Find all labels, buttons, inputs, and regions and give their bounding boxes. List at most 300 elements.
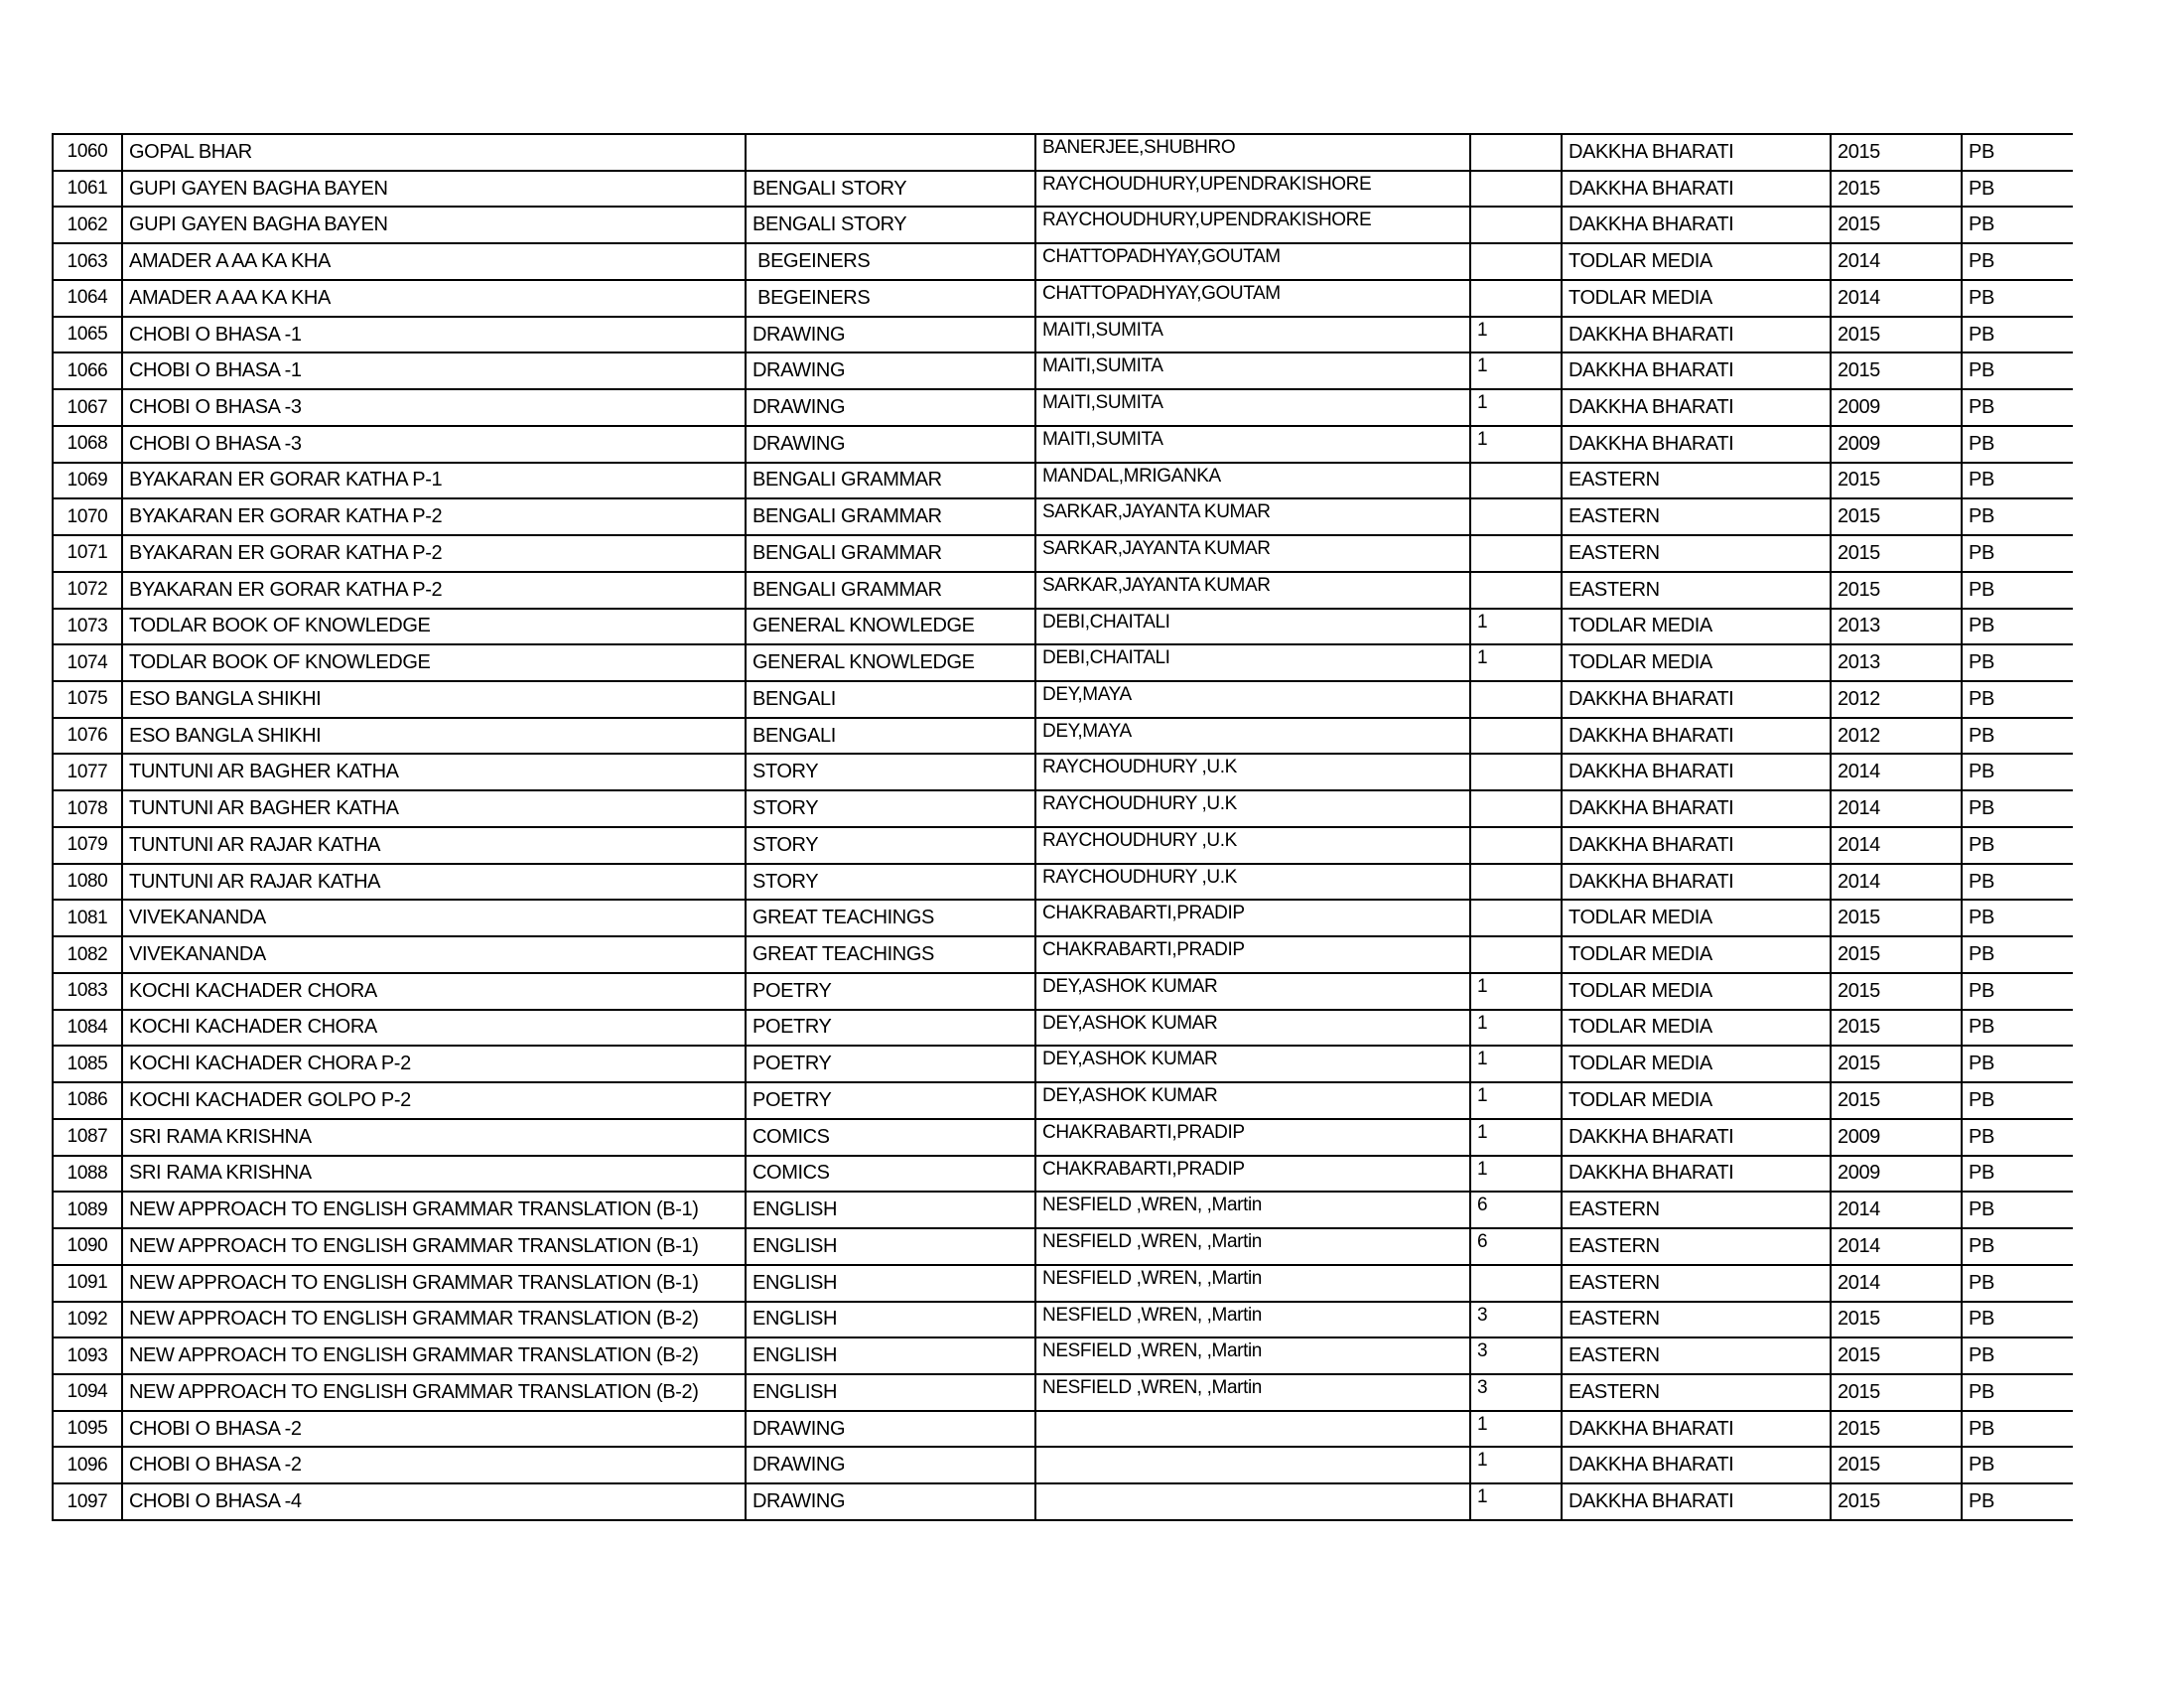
cell-year: 2015 xyxy=(1832,318,1963,352)
cell-id: 1068 xyxy=(54,427,123,462)
cell-year: 2015 xyxy=(1832,1484,1963,1519)
cell-category: GENERAL KNOWLEDGE xyxy=(747,610,1036,644)
cell-title: NEW APPROACH TO ENGLISH GRAMMAR TRANSLATION (B-2) xyxy=(123,1303,747,1337)
cell-category: BEGEINERS xyxy=(747,281,1036,316)
cell-id: 1063 xyxy=(54,244,123,279)
cell-publisher: DAKKHA BHARATI xyxy=(1563,1120,1832,1155)
cell-category: GENERAL KNOWLEDGE xyxy=(747,645,1036,680)
cell-year: 2015 xyxy=(1832,1303,1963,1337)
cell-publisher: DAKKHA BHARATI xyxy=(1563,135,1832,170)
cell-id: 1073 xyxy=(54,610,123,644)
cell-binding: PB xyxy=(1969,979,1994,1002)
cell-id: 1075 xyxy=(54,682,123,717)
table-row xyxy=(54,318,2073,354)
cell-author: MAITI,SUMITA xyxy=(1036,318,1471,352)
cell-year: 2015 xyxy=(1832,901,1963,935)
cell-author: DEY,ASHOK KUMAR xyxy=(1036,974,1471,1009)
cell-binding: PB xyxy=(1969,943,1994,966)
cell-year: 2015 xyxy=(1832,1047,1963,1081)
cell-category: DRAWING xyxy=(747,318,1036,352)
cell-author: DEY,MAYA xyxy=(1036,719,1471,754)
cell-publisher: DAKKHA BHARATI xyxy=(1563,865,1832,900)
table-row xyxy=(54,901,2073,937)
cell-category: BENGALI GRAMMAR xyxy=(747,499,1036,534)
cell-id: 1097 xyxy=(54,1484,123,1519)
cell-author: DEY,ASHOK KUMAR xyxy=(1036,1083,1471,1118)
cell-title: NEW APPROACH TO ENGLISH GRAMMAR TRANSLATION (B-1) xyxy=(123,1266,747,1301)
cell-category: DRAWING xyxy=(747,1412,1036,1447)
cell-qty: 1 xyxy=(1471,1484,1563,1519)
cell-binding: PB xyxy=(1969,651,1994,674)
table-row xyxy=(54,682,2073,719)
cell-title: TUNTUNI AR BAGHER KATHA xyxy=(123,755,747,789)
table-row xyxy=(54,1229,2073,1266)
cell-year: 2012 xyxy=(1832,719,1963,754)
cell-publisher: EASTERN xyxy=(1563,1193,1832,1227)
cell-binding: PB xyxy=(1969,396,1994,418)
cell-qty xyxy=(1471,536,1563,571)
table-row xyxy=(54,573,2073,610)
table-row xyxy=(54,1375,2073,1412)
cell-qty xyxy=(1471,1266,1563,1301)
cell-year: 2013 xyxy=(1832,610,1963,644)
cell-binding: PB xyxy=(1969,140,1994,163)
cell-year: 2014 xyxy=(1832,791,1963,826)
cell-publisher: DAKKHA BHARATI xyxy=(1563,390,1832,425)
cell-id: 1093 xyxy=(54,1338,123,1373)
cell-binding: PB xyxy=(1969,1234,1994,1257)
cell-qty: 1 xyxy=(1471,1448,1563,1482)
cell-binding: PB xyxy=(1969,250,1994,273)
cell-title: CHOBI O BHASA -1 xyxy=(123,318,747,352)
cell-author: NESFIELD ,WREN, ,Martin xyxy=(1036,1375,1471,1410)
cell-author: BANERJEE,SHUBHRO xyxy=(1036,135,1471,170)
cell-category: DRAWING xyxy=(747,427,1036,462)
cell-qty: 1 xyxy=(1471,1047,1563,1081)
cell-binding: PB xyxy=(1969,469,1994,492)
cell-id: 1077 xyxy=(54,755,123,789)
cell-publisher: TODLAR MEDIA xyxy=(1563,901,1832,935)
cell-title: CHOBI O BHASA -1 xyxy=(123,353,747,388)
cell-binding: PB xyxy=(1969,177,1994,200)
cell-binding: PB xyxy=(1969,505,1994,528)
cell-qty: 1 xyxy=(1471,974,1563,1009)
cell-category xyxy=(747,135,1036,170)
cell-id: 1088 xyxy=(54,1157,123,1192)
cell-publisher: DAKKHA BHARATI xyxy=(1563,719,1832,754)
cell-author: SARKAR,JAYANTA KUMAR xyxy=(1036,573,1471,608)
cell-category: BEGEINERS xyxy=(747,244,1036,279)
cell-publisher: EASTERN xyxy=(1563,1229,1832,1264)
cell-title: TODLAR BOOK OF KNOWLEDGE xyxy=(123,610,747,644)
cell-qty: 1 xyxy=(1471,353,1563,388)
cell-id: 1090 xyxy=(54,1229,123,1264)
cell-title: TUNTUNI AR RAJAR KATHA xyxy=(123,828,747,863)
cell-category: BENGALI STORY xyxy=(747,208,1036,242)
cell-binding: PB xyxy=(1969,1125,1994,1148)
cell-binding: PB xyxy=(1969,213,1994,236)
cell-year: 2014 xyxy=(1832,1266,1963,1301)
cell-binding: PB xyxy=(1969,1490,1994,1513)
cell-publisher: DAKKHA BHARATI xyxy=(1563,1157,1832,1192)
cell-binding: PB xyxy=(1969,615,1994,637)
cell-publisher: EASTERN xyxy=(1563,464,1832,498)
cell-qty: 1 xyxy=(1471,390,1563,425)
cell-category: STORY xyxy=(747,755,1036,789)
table-row xyxy=(54,208,2073,244)
cell-category: ENGLISH xyxy=(747,1193,1036,1227)
cell-binding: PB xyxy=(1969,1271,1994,1294)
cell-publisher: DAKKHA BHARATI xyxy=(1563,828,1832,863)
cell-binding: PB xyxy=(1969,1417,1994,1440)
cell-qty: 6 xyxy=(1471,1229,1563,1264)
cell-publisher: DAKKHA BHARATI xyxy=(1563,791,1832,826)
cell-publisher: DAKKHA BHARATI xyxy=(1563,208,1832,242)
cell-id: 1091 xyxy=(54,1266,123,1301)
cell-author xyxy=(1036,1448,1471,1482)
cell-publisher: DAKKHA BHARATI xyxy=(1563,353,1832,388)
cell-title: KOCHI KACHADER GOLPO P-2 xyxy=(123,1083,747,1118)
cell-year: 2015 xyxy=(1832,974,1963,1009)
cell-title: TODLAR BOOK OF KNOWLEDGE xyxy=(123,645,747,680)
cell-author xyxy=(1036,1412,1471,1447)
cell-category: GREAT TEACHINGS xyxy=(747,937,1036,972)
table-row xyxy=(54,1157,2073,1194)
cell-binding: PB xyxy=(1969,833,1994,856)
cell-qty: 1 xyxy=(1471,427,1563,462)
cell-qty xyxy=(1471,937,1563,972)
cell-year: 2014 xyxy=(1832,1229,1963,1264)
cell-qty: 3 xyxy=(1471,1303,1563,1337)
cell-author: CHAKRABARTI,PRADIP xyxy=(1036,937,1471,972)
cell-title: BYAKARAN ER GORAR KATHA P-2 xyxy=(123,499,747,534)
cell-author: NESFIELD ,WREN, ,Martin xyxy=(1036,1229,1471,1264)
cell-year: 2013 xyxy=(1832,645,1963,680)
cell-category: DRAWING xyxy=(747,353,1036,388)
cell-title: GUPI GAYEN BAGHA BAYEN xyxy=(123,172,747,207)
cell-author: MAITI,SUMITA xyxy=(1036,427,1471,462)
table-row xyxy=(54,135,2073,172)
cell-title: ESO BANGLA SHIKHI xyxy=(123,682,747,717)
cell-title: TUNTUNI AR BAGHER KATHA xyxy=(123,791,747,826)
cell-qty xyxy=(1471,499,1563,534)
cell-qty: 1 xyxy=(1471,318,1563,352)
cell-qty xyxy=(1471,682,1563,717)
cell-qty: 3 xyxy=(1471,1338,1563,1373)
table-row xyxy=(54,464,2073,500)
cell-year: 2014 xyxy=(1832,244,1963,279)
cell-id: 1096 xyxy=(54,1448,123,1482)
cell-publisher: TODLAR MEDIA xyxy=(1563,974,1832,1009)
cell-author: RAYCHOUDHURY ,U.K xyxy=(1036,791,1471,826)
cell-title: AMADER A AA KA KHA xyxy=(123,281,747,316)
cell-qty xyxy=(1471,135,1563,170)
table-row xyxy=(54,1303,2073,1339)
table-row xyxy=(54,1083,2073,1120)
cell-title: NEW APPROACH TO ENGLISH GRAMMAR TRANSLATION (B-2) xyxy=(123,1338,747,1373)
cell-id: 1094 xyxy=(54,1375,123,1410)
table-row xyxy=(54,244,2073,281)
cell-year: 2009 xyxy=(1832,390,1963,425)
cell-id: 1065 xyxy=(54,318,123,352)
cell-id: 1084 xyxy=(54,1011,123,1046)
cell-id: 1082 xyxy=(54,937,123,972)
cell-title: AMADER A AA KA KHA xyxy=(123,244,747,279)
cell-author: MAITI,SUMITA xyxy=(1036,390,1471,425)
table-row xyxy=(54,536,2073,573)
cell-category: BENGALI GRAMMAR xyxy=(747,536,1036,571)
cell-category: BENGALI xyxy=(747,682,1036,717)
cell-category: BENGALI xyxy=(747,719,1036,754)
cell-id: 1081 xyxy=(54,901,123,935)
cell-binding: PB xyxy=(1969,761,1994,783)
cell-id: 1060 xyxy=(54,135,123,170)
cell-author: RAYCHOUDHURY ,U.K xyxy=(1036,755,1471,789)
cell-publisher: TODLAR MEDIA xyxy=(1563,244,1832,279)
cell-title: BYAKARAN ER GORAR KATHA P-1 xyxy=(123,464,747,498)
cell-qty: 1 xyxy=(1471,645,1563,680)
cell-title: GOPAL BHAR xyxy=(123,135,747,170)
cell-binding: PB xyxy=(1969,286,1994,309)
cell-year: 2015 xyxy=(1832,1412,1963,1447)
cell-publisher: EASTERN xyxy=(1563,499,1832,534)
cell-qty xyxy=(1471,791,1563,826)
cell-qty xyxy=(1471,755,1563,789)
cell-publisher: DAKKHA BHARATI xyxy=(1563,755,1832,789)
cell-publisher: EASTERN xyxy=(1563,1375,1832,1410)
cell-binding: PB xyxy=(1969,687,1994,710)
cell-author: CHAKRABARTI,PRADIP xyxy=(1036,1120,1471,1155)
table-row xyxy=(54,281,2073,318)
cell-binding: PB xyxy=(1969,541,1994,564)
cell-publisher: DAKKHA BHARATI xyxy=(1563,1484,1832,1519)
cell-category: ENGLISH xyxy=(747,1338,1036,1373)
cell-year: 2014 xyxy=(1832,281,1963,316)
cell-publisher: EASTERN xyxy=(1563,573,1832,608)
cell-year: 2015 xyxy=(1832,1448,1963,1482)
cell-qty xyxy=(1471,828,1563,863)
table-row xyxy=(54,1484,2073,1521)
cell-title: CHOBI O BHASA -2 xyxy=(123,1412,747,1447)
cell-id: 1064 xyxy=(54,281,123,316)
cell-year: 2015 xyxy=(1832,464,1963,498)
cell-qty: 1 xyxy=(1471,1011,1563,1046)
cell-id: 1062 xyxy=(54,208,123,242)
cell-title: NEW APPROACH TO ENGLISH GRAMMAR TRANSLATION (B-1) xyxy=(123,1229,747,1264)
cell-author: RAYCHOUDHURY,UPENDRAKISHORE xyxy=(1036,208,1471,242)
cell-binding: PB xyxy=(1969,870,1994,893)
cell-year: 2012 xyxy=(1832,682,1963,717)
table-row xyxy=(54,1266,2073,1303)
table-row xyxy=(54,1193,2073,1229)
cell-qty: 1 xyxy=(1471,1083,1563,1118)
cell-id: 1074 xyxy=(54,645,123,680)
book-catalog-table xyxy=(52,133,2073,1521)
cell-id: 1069 xyxy=(54,464,123,498)
cell-title: SRI RAMA KRISHNA xyxy=(123,1120,747,1155)
cell-author: RAYCHOUDHURY ,U.K xyxy=(1036,865,1471,900)
cell-year: 2015 xyxy=(1832,573,1963,608)
cell-author: DEBI,CHAITALI xyxy=(1036,610,1471,644)
cell-title: KOCHI KACHADER CHORA xyxy=(123,1011,747,1046)
cell-binding: PB xyxy=(1969,1016,1994,1039)
cell-publisher: DAKKHA BHARATI xyxy=(1563,1448,1832,1482)
cell-publisher: TODLAR MEDIA xyxy=(1563,1011,1832,1046)
cell-qty xyxy=(1471,281,1563,316)
cell-binding: PB xyxy=(1969,578,1994,601)
cell-binding: PB xyxy=(1969,797,1994,820)
cell-qty xyxy=(1471,172,1563,207)
cell-category: ENGLISH xyxy=(747,1375,1036,1410)
cell-publisher: EASTERN xyxy=(1563,1266,1832,1301)
cell-publisher: TODLAR MEDIA xyxy=(1563,937,1832,972)
cell-year: 2014 xyxy=(1832,755,1963,789)
cell-category: DRAWING xyxy=(747,390,1036,425)
cell-author: RAYCHOUDHURY ,U.K xyxy=(1036,828,1471,863)
cell-id: 1089 xyxy=(54,1193,123,1227)
table-row xyxy=(54,172,2073,209)
cell-author: NESFIELD ,WREN, ,Martin xyxy=(1036,1193,1471,1227)
cell-year: 2015 xyxy=(1832,536,1963,571)
cell-binding: PB xyxy=(1969,1198,1994,1221)
cell-category: POETRY xyxy=(747,1011,1036,1046)
cell-category: DRAWING xyxy=(747,1484,1036,1519)
cell-author: CHAKRABARTI,PRADIP xyxy=(1036,1157,1471,1192)
table-row xyxy=(54,610,2073,646)
cell-category: POETRY xyxy=(747,1083,1036,1118)
cell-id: 1080 xyxy=(54,865,123,900)
cell-title: NEW APPROACH TO ENGLISH GRAMMAR TRANSLATION (B-2) xyxy=(123,1375,747,1410)
cell-publisher: EASTERN xyxy=(1563,1303,1832,1337)
cell-qty xyxy=(1471,573,1563,608)
cell-year: 2015 xyxy=(1832,1011,1963,1046)
cell-category: GREAT TEACHINGS xyxy=(747,901,1036,935)
table-row xyxy=(54,645,2073,682)
cell-author: DEY,ASHOK KUMAR xyxy=(1036,1011,1471,1046)
cell-year: 2009 xyxy=(1832,1120,1963,1155)
cell-category: COMICS xyxy=(747,1120,1036,1155)
cell-qty xyxy=(1471,719,1563,754)
cell-binding: PB xyxy=(1969,724,1994,747)
cell-title: GUPI GAYEN BAGHA BAYEN xyxy=(123,208,747,242)
table-row xyxy=(54,1120,2073,1157)
table-row xyxy=(54,719,2073,756)
table-row xyxy=(54,1412,2073,1449)
cell-year: 2015 xyxy=(1832,135,1963,170)
cell-binding: PB xyxy=(1969,323,1994,346)
cell-publisher: DAKKHA BHARATI xyxy=(1563,318,1832,352)
cell-qty: 3 xyxy=(1471,1375,1563,1410)
cell-binding: PB xyxy=(1969,1454,1994,1477)
cell-qty xyxy=(1471,865,1563,900)
cell-year: 2014 xyxy=(1832,865,1963,900)
table-row xyxy=(54,1047,2073,1083)
cell-id: 1067 xyxy=(54,390,123,425)
cell-year: 2015 xyxy=(1832,1338,1963,1373)
cell-publisher: DAKKHA BHARATI xyxy=(1563,682,1832,717)
cell-binding: PB xyxy=(1969,1308,1994,1331)
cell-category: ENGLISH xyxy=(747,1229,1036,1264)
cell-qty: 1 xyxy=(1471,1157,1563,1192)
cell-title: KOCHI KACHADER CHORA xyxy=(123,974,747,1009)
cell-category: COMICS xyxy=(747,1157,1036,1192)
cell-title: VIVEKANANDA xyxy=(123,937,747,972)
cell-id: 1087 xyxy=(54,1120,123,1155)
cell-year: 2014 xyxy=(1832,828,1963,863)
cell-publisher: EASTERN xyxy=(1563,1338,1832,1373)
cell-year: 2014 xyxy=(1832,1193,1963,1227)
table-row xyxy=(54,937,2073,974)
cell-qty: 1 xyxy=(1471,1120,1563,1155)
cell-category: STORY xyxy=(747,791,1036,826)
cell-publisher: DAKKHA BHARATI xyxy=(1563,427,1832,462)
cell-title: BYAKARAN ER GORAR KATHA P-2 xyxy=(123,573,747,608)
cell-publisher: TODLAR MEDIA xyxy=(1563,1083,1832,1118)
cell-author: CHATTOPADHYAY,GOUTAM xyxy=(1036,281,1471,316)
cell-id: 1072 xyxy=(54,573,123,608)
cell-author: NESFIELD ,WREN, ,Martin xyxy=(1036,1338,1471,1373)
cell-category: STORY xyxy=(747,865,1036,900)
cell-binding: PB xyxy=(1969,1380,1994,1403)
cell-title: CHOBI O BHASA -2 xyxy=(123,1448,747,1482)
cell-title: CHOBI O BHASA -3 xyxy=(123,427,747,462)
cell-publisher: DAKKHA BHARATI xyxy=(1563,1412,1832,1447)
cell-id: 1086 xyxy=(54,1083,123,1118)
cell-year: 2015 xyxy=(1832,499,1963,534)
table-row xyxy=(54,390,2073,427)
cell-qty xyxy=(1471,464,1563,498)
cell-author: NESFIELD ,WREN, ,Martin xyxy=(1036,1266,1471,1301)
cell-category: BENGALI GRAMMAR xyxy=(747,464,1036,498)
cell-qty xyxy=(1471,901,1563,935)
table-row xyxy=(54,499,2073,536)
cell-title: SRI RAMA KRISHNA xyxy=(123,1157,747,1192)
cell-category: BENGALI GRAMMAR xyxy=(747,573,1036,608)
table-row xyxy=(54,974,2073,1011)
cell-publisher: TODLAR MEDIA xyxy=(1563,281,1832,316)
cell-id: 1083 xyxy=(54,974,123,1009)
cell-category: POETRY xyxy=(747,1047,1036,1081)
cell-author: SARKAR,JAYANTA KUMAR xyxy=(1036,499,1471,534)
cell-title: BYAKARAN ER GORAR KATHA P-2 xyxy=(123,536,747,571)
cell-year: 2015 xyxy=(1832,172,1963,207)
cell-category: BENGALI STORY xyxy=(747,172,1036,207)
cell-year: 2015 xyxy=(1832,1083,1963,1118)
cell-author: MANDAL,MRIGANKA xyxy=(1036,464,1471,498)
table-row xyxy=(54,791,2073,828)
cell-author: SARKAR,JAYANTA KUMAR xyxy=(1036,536,1471,571)
table-row xyxy=(54,1011,2073,1048)
table-row xyxy=(54,427,2073,464)
cell-category: ENGLISH xyxy=(747,1303,1036,1337)
table-row xyxy=(54,1448,2073,1484)
cell-year: 2015 xyxy=(1832,208,1963,242)
cell-author: DEBI,CHAITALI xyxy=(1036,645,1471,680)
cell-year: 2015 xyxy=(1832,353,1963,388)
cell-title: KOCHI KACHADER CHORA P-2 xyxy=(123,1047,747,1081)
cell-id: 1085 xyxy=(54,1047,123,1081)
cell-qty: 1 xyxy=(1471,1412,1563,1447)
table-row xyxy=(54,828,2073,865)
cell-id: 1095 xyxy=(54,1412,123,1447)
cell-publisher: EASTERN xyxy=(1563,536,1832,571)
cell-category: STORY xyxy=(747,828,1036,863)
cell-binding: PB xyxy=(1969,359,1994,382)
cell-author: CHATTOPADHYAY,GOUTAM xyxy=(1036,244,1471,279)
cell-year: 2015 xyxy=(1832,1375,1963,1410)
cell-binding: PB xyxy=(1969,1053,1994,1075)
cell-title: CHOBI O BHASA -3 xyxy=(123,390,747,425)
